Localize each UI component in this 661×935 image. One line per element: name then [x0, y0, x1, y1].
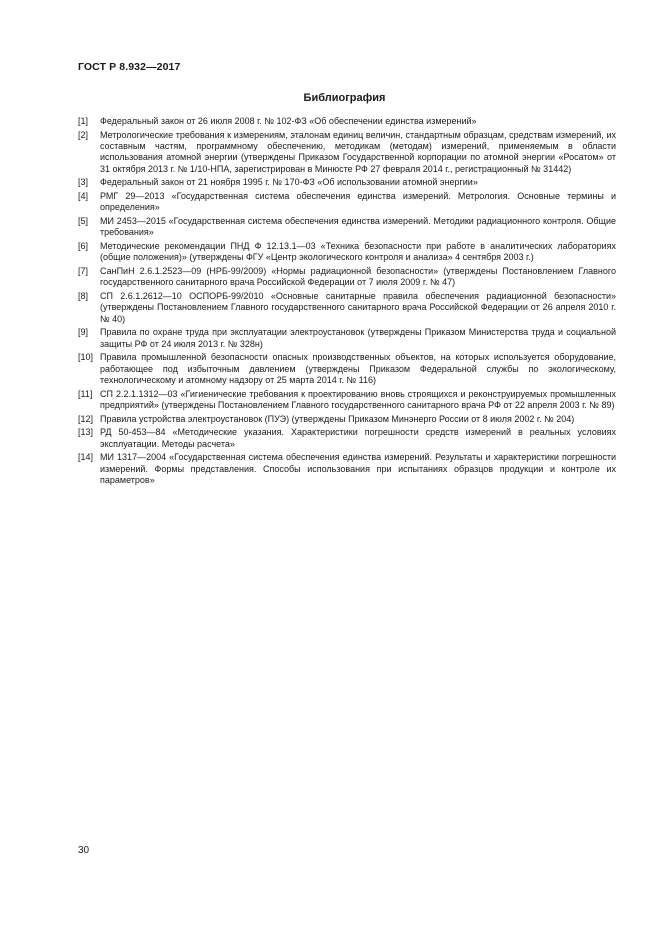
document-header: ГОСТ Р 8.932—2017 [78, 61, 181, 73]
bibliography-item-text: Методические рекомендации ПНД Ф 12.13.1—03 «Техника безопасности при работе в аналитических лабораториях (общие положения)» (утверждены ФГУ «Центр экологического контроля и анализа» 4 сентября 2003 г.) [100, 241, 616, 263]
bibliography-item-number: [5] [78, 216, 89, 226]
bibliography-list [78, 116, 616, 489]
bibliography-item [78, 177, 616, 188]
bibliography-item-text: Правила промышленной безопасности опасных производственных объектов, на которых используется оборудование, работающее под избыточным давлением (утверждены Приказом Федеральной службы по экологическому, технологическому и атомному надзору от 25 марта 2014 г. № 116) [100, 352, 616, 386]
bibliography-item-text: Метрологические требования к измерениям, эталонам единиц величин, стандартным образцам, средствам измерений, их составным частям, программному обеспечению, методикам (методам) измерений, применяемым в области использования атомной энергии (утверждены Приказом Государственной корпорации по атомной энергии «Росатом» от 31 октября 2013 г. № 1/10-НПА, зарегистрирован в Минюсте РФ 27 февраля 2014 г., регистрационный № 31442) [100, 129, 616, 174]
bibliography-item-number: [13] [78, 427, 94, 438]
bibliography-item-number: [8] [78, 291, 89, 301]
bibliography-item [78, 191, 616, 214]
bibliography-item [78, 414, 616, 425]
bibliography-item-number: [3] [78, 177, 89, 188]
bibliography-item-text: Федеральный закон от 21 ноября 1995 г. № 170-ФЗ «Об использовании атомной энергии» [100, 177, 478, 188]
bibliography-item-number: [7] [78, 266, 89, 276]
bibliography-item-number: [4] [78, 191, 89, 201]
bibliography-item [78, 352, 616, 386]
bibliography-item [78, 216, 616, 239]
page-number: 30 [78, 845, 90, 856]
bibliography-item [78, 241, 616, 264]
bibliography-item-text: РМГ 29—2013 «Государственная система обеспечения единства измерений. Метрология. Основные термины и определения» [100, 191, 616, 213]
bibliography-item-text: СП 2.2.1.1312—03 «Гигиенические требования к проектированию вновь строящихся и реконструируемых промышленных предприятий» (утверждены Постановлением Главного государственного санитарного врача РФ от 22 апреля 2003 г. № 89) [100, 388, 616, 411]
bibliography-item-number: [6] [78, 241, 89, 251]
bibliography-item [78, 266, 616, 289]
bibliography-item-text: СП 2.6.1.2612—10 ОСПОРБ-99/2010 «Основные санитарные правила обеспечения радиационной безопасности» (утверждены Постановлением Главного государственного санитарного врача Российской Федерации от 26 апреля 2010 г. № 40) [100, 291, 616, 324]
bibliography-item-text: Федеральный закон от 26 июля 2008 г. № 102-ФЗ «Об обеспечении единства измерений» [100, 116, 477, 126]
bibliography-item [78, 291, 616, 325]
bibliography-item-text: МИ 2453—2015 «Государственная система обеспечения единства измерений. Методики радиационного контроля. Общие требования» [100, 216, 616, 238]
bibliography-item-text: РД 50-453—84 «Методические указания. Характеристики погрешности средств измерений в реальных условиях эксплуатации. Методы расчета» [100, 427, 616, 449]
bibliography-item-number: [12] [78, 413, 94, 424]
bibliography-item-number: [9] [78, 327, 89, 338]
bibliography-item [78, 327, 616, 350]
bibliography-item-text: СанПиН 2.6.1.2523—09 (НРБ-99/2009) «Нормы радиационной безопасности» (утверждены Постановлением Главного государственного санитарного врача Российской Федерации от 7 июля 2009 г. № 47) [100, 266, 616, 288]
bibliography-item [78, 452, 616, 486]
bibliography-item-number: [10] [78, 352, 94, 363]
bibliography-item-text: Правила устройства электроустановок (ПУЭ) (утверждены Приказом Минэнерго России от 8 июля 2002 г. № 204) [100, 413, 575, 424]
bibliography-item [78, 130, 616, 176]
bibliography-item-number: [14] [78, 452, 94, 463]
bibliography-item [78, 389, 616, 412]
bibliography-item-text: МИ 1317—2004 «Государственная система обеспечения единства измерений. Результаты и характеристики погрешности измерений. Формы представления. Способы использования при испытаниях образцов продукции и контроле их параметров» [100, 452, 616, 486]
bibliography-item [78, 116, 616, 127]
bibliography-item-number: [1] [78, 116, 89, 126]
bibliography-item-number: [11] [78, 388, 93, 399]
bibliography-item-text: Правила по охране труда при эксплуатации электроустановок (утверждены Приказом Министерства труда и социальной защиты РФ от 24 июля 2013 г. № 328н) [100, 327, 616, 349]
bibliography-title: Библиография [303, 92, 386, 104]
bibliography-item [78, 427, 616, 450]
bibliography-item-number: [2] [78, 129, 89, 140]
